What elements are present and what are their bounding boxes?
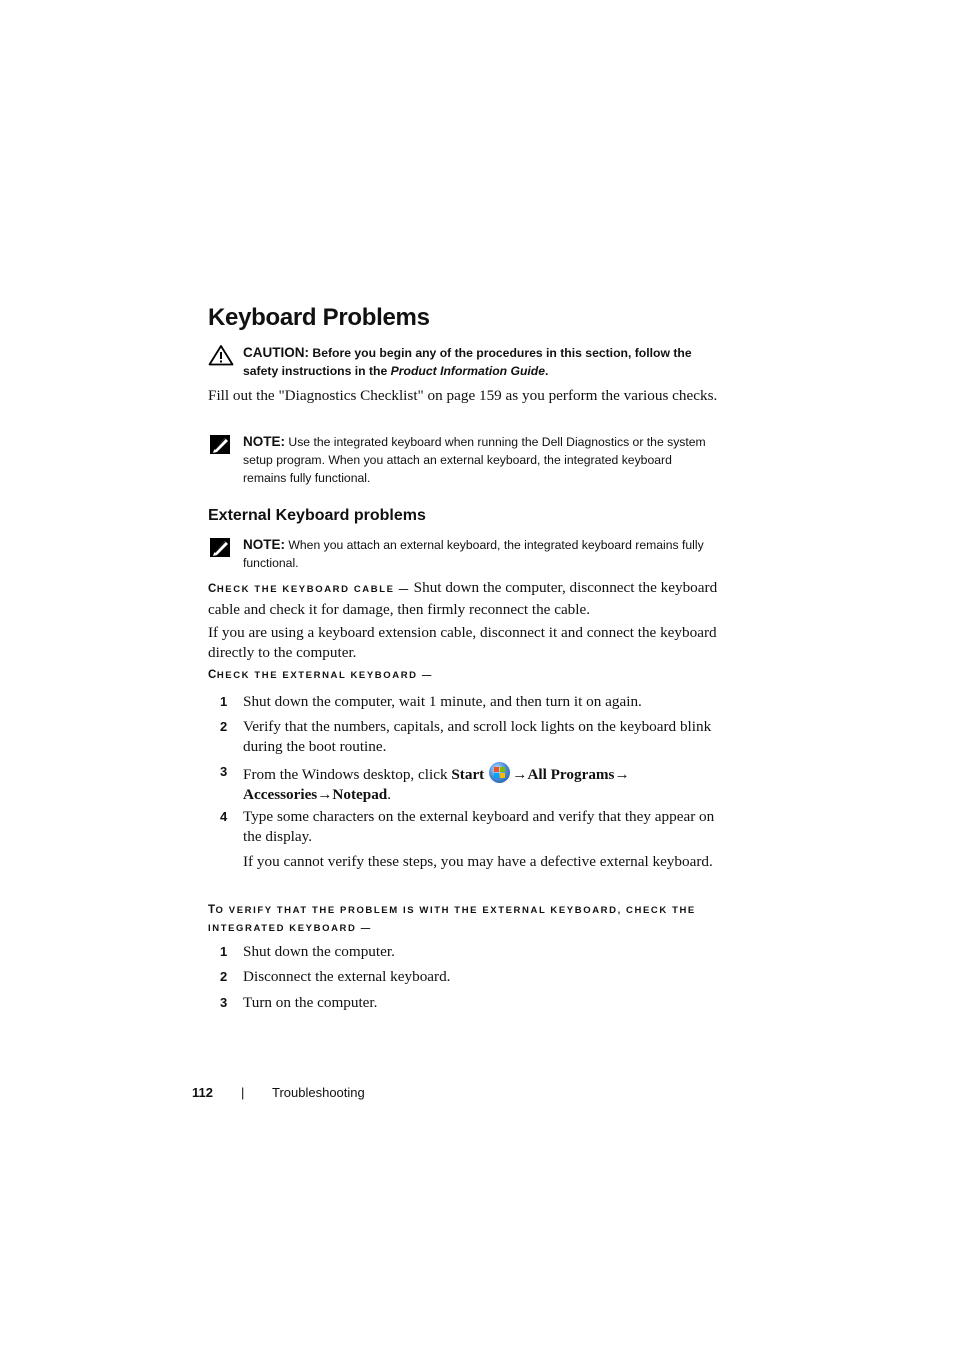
step-number: 4 — [220, 809, 228, 824]
step-number: 3 — [220, 995, 228, 1010]
check-external-cap: C — [208, 669, 217, 681]
check-cable-cap: C — [208, 583, 217, 595]
footer-separator: | — [241, 1085, 245, 1100]
note-label: NOTE: — [243, 537, 285, 552]
check-external-rest: HECK THE EXTERNAL KEYBOARD — — [216, 670, 433, 681]
step-subtext: If you cannot verify these steps, you may have a defective external keyboard. — [243, 853, 713, 870]
notepad-label: Notepad — [332, 785, 388, 803]
note-text: Use the integrated keyboard when running the Dell Diagnostics or the system setup program. When you attach an external keyboard, the integrated keyboard remains fully functional. — [243, 435, 706, 485]
note-external-keyboard — [208, 536, 718, 572]
warning-icon — [208, 344, 234, 366]
caution-label: CAUTION: — [243, 345, 309, 360]
page-title: Keyboard Problems — [208, 304, 430, 331]
check-cable-paragraph — [208, 578, 718, 619]
step-number: 2 — [220, 719, 228, 734]
step-text: Shut down the computer, wait 1 minute, and then turn it on again. — [243, 693, 642, 710]
check-external-heading — [208, 669, 433, 681]
step-number: 1 — [220, 694, 228, 709]
extension-cable-paragraph: If you are using a keyboard extension cable, disconnect it and connect the keyboard directly to the computer. — [208, 624, 717, 661]
arrow: → — [317, 785, 333, 803]
arrow: → — [614, 766, 630, 783]
accessories-label: Accessories — [243, 785, 318, 803]
windows-start-icon — [489, 762, 510, 783]
all-programs-label: All Programs — [527, 766, 615, 783]
check-cable-rest: HECK THE KEYBOARD CABLE — — [216, 584, 410, 595]
list-item — [208, 717, 720, 756]
step-number: 3 — [220, 764, 228, 779]
step-text: Shut down the computer. — [243, 943, 395, 960]
caution-text: Before you begin any of the procedures in this section, follow the safety instructions in the — [243, 346, 692, 378]
note-integrated-keyboard — [208, 433, 718, 487]
list-item — [208, 807, 720, 872]
list-item — [208, 762, 720, 804]
note-text: When you attach an external keyboard, the integrated keyboard remains fully functional. — [243, 538, 704, 570]
intro-paragraph: Fill out the "Diagnostics Checklist" on page 159 as you perform the various checks. — [208, 387, 718, 404]
product-guide-title: Product Information Guide — [390, 364, 546, 378]
note-label: NOTE: — [243, 434, 285, 449]
step-text: Disconnect the external keyboard. — [243, 968, 451, 985]
step-number: 2 — [220, 969, 228, 984]
step-text: Turn on the computer. — [243, 994, 378, 1011]
check-cable-heading — [208, 584, 410, 595]
step-end: . — [387, 785, 392, 803]
start-label: Start — [451, 766, 485, 783]
step-text: Verify that the numbers, capitals, and scroll lock lights on the keyboard blink during the boot routine. — [243, 718, 712, 755]
arrow: → — [512, 766, 528, 783]
step-pre-text: From the Windows desktop, click — [243, 766, 448, 783]
pencil-note-icon — [208, 536, 234, 558]
footer-section: Troubleshooting — [272, 1085, 365, 1100]
verify-cap: T — [208, 904, 216, 916]
list-item — [208, 692, 720, 712]
step-text — [243, 762, 720, 804]
caution-notice — [208, 344, 718, 380]
list-item — [208, 967, 720, 987]
page-number: 112 — [192, 1085, 213, 1100]
verify-heading — [208, 901, 718, 938]
pencil-note-icon — [208, 433, 234, 455]
check-cable-text: Shut down the computer, disconnect the keyboard cable and check it for damage, then firmly reconnect the cable. — [208, 579, 718, 618]
list-item — [208, 942, 720, 962]
section-heading: External Keyboard problems — [208, 507, 426, 524]
step-number: 1 — [220, 944, 228, 959]
list-item — [208, 993, 720, 1013]
step-text: Type some characters on the external keyboard and verify that they appear on the display. — [243, 808, 715, 845]
verify-rest: O VERIFY THAT THE PROBLEM IS WITH THE EXTERNAL KEYBOARD, CHECK THE INTEGRATED KEYBOARD — — [208, 905, 696, 934]
caution-end: . — [545, 364, 549, 378]
